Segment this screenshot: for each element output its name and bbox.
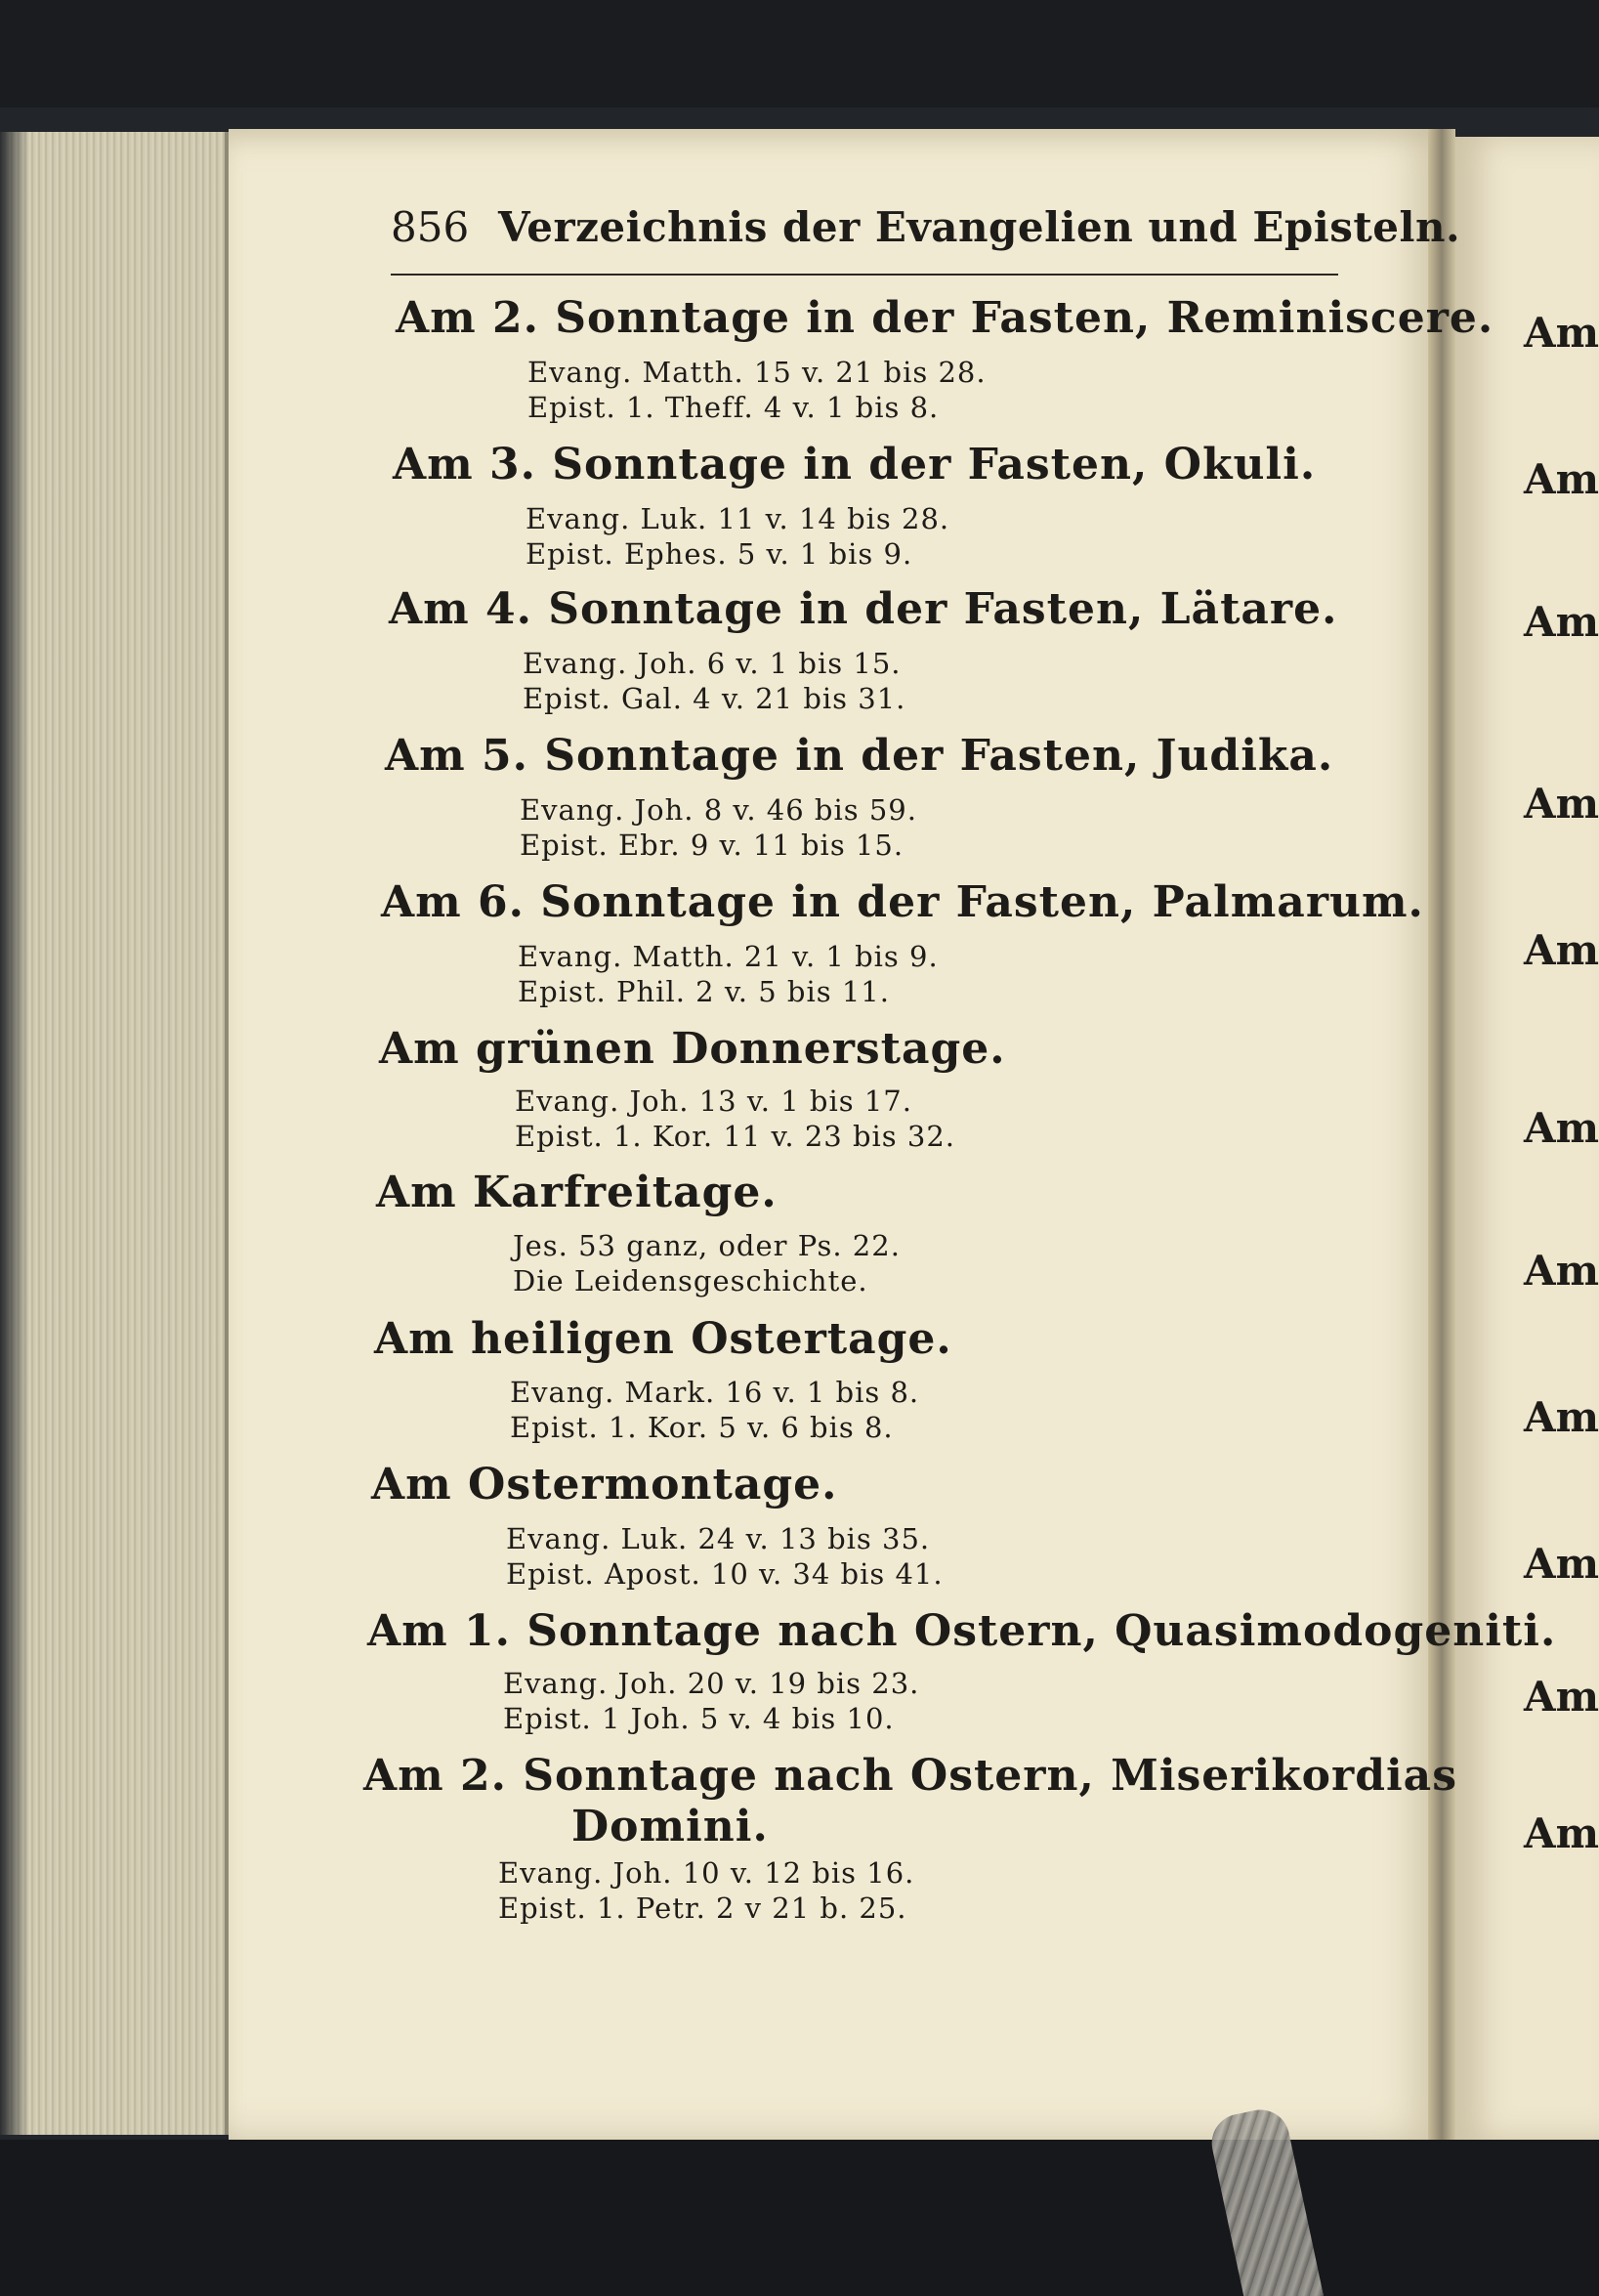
entry-title: Am 2. Sonntage in der Fasten, Reminiscere. (396, 293, 1494, 343)
right-page-fragment: Am (1524, 780, 1599, 828)
page-header (391, 197, 1461, 276)
entry-title: Am heiligen Ostertage. (374, 1314, 952, 1364)
entry-epist: Epist. 1. Kor. 11 v. 23 bis 32. (515, 1120, 956, 1153)
entry-title: Am 5. Sonntage in der Fasten, Judika. (385, 731, 1334, 781)
entry-evang: Evang. Luk. 24 v. 13 bis 35. (506, 1522, 931, 1555)
entry-epist: Epist. Ebr. 9 v. 11 bis 15. (520, 829, 905, 862)
page-number: 856 (391, 203, 470, 251)
entry-epist: Die Leidensgeschichte. (513, 1264, 868, 1297)
right-page-fragment: Am (1524, 1673, 1599, 1721)
entry-evang: Jes. 53 ganz, oder Ps. 22. (513, 1229, 901, 1262)
running-title: Verzeichnis der Evangelien und Episteln. (498, 203, 1461, 251)
entry-epist: Epist. Ephes. 5 v. 1 bis 9. (526, 537, 913, 571)
entry-title: Am grünen Donnerstage. (379, 1024, 1006, 1074)
entry-title: Am 4. Sonntage in der Fasten, Lätare. (389, 584, 1338, 634)
entry-epist: Epist. 1. Petr. 2 v 21 b. 25. (498, 1892, 907, 1925)
entry-epist: Epist. 1 Joh. 5 v. 4 bis 10. (503, 1702, 895, 1735)
entry-title: Am Ostermontage. (371, 1460, 838, 1509)
entry-epist: Epist. Gal. 4 v. 21 bis 31. (523, 682, 906, 715)
entry-epist: Epist. Apost. 10 v. 34 bis 41. (506, 1557, 944, 1591)
entry-evang: Evang. Joh. 6 v. 1 bis 15. (523, 647, 902, 680)
entry-evang: Evang. Luk. 11 v. 14 bis 28. (526, 502, 950, 535)
right-page-fragment: Am (1524, 1809, 1599, 1857)
right-page-fragment: Am (1524, 1393, 1599, 1441)
entry-title: Am 6. Sonntage in der Fasten, Palmarum. (381, 877, 1424, 927)
right-page-fragment: Am (1524, 1540, 1599, 1588)
entry-epist: Epist. 1. Theff. 4 v. 1 bis 8. (527, 391, 940, 424)
entry-epist: Epist. 1. Kor. 5 v. 6 bis 8. (510, 1411, 894, 1444)
entry-title-continuation: Domini. (571, 1802, 769, 1851)
entry-evang: Evang. Mark. 16 v. 1 bis 8. (510, 1376, 920, 1409)
entry-title: Am 2. Sonntage nach Ostern, Miserikordias (363, 1751, 1457, 1801)
entry-title: Am Karfreitage. (376, 1168, 778, 1217)
right-page-fragment: Am (1524, 1247, 1599, 1295)
entry-evang: Evang. Matth. 21 v. 1 bis 9. (518, 940, 939, 973)
entry-evang: Evang. Joh. 20 v. 19 bis 23. (503, 1667, 920, 1700)
book-gutter (1428, 129, 1455, 2140)
entry-evang: Evang. Matth. 15 v. 21 bis 28. (527, 356, 987, 389)
bottom-cover (0, 2140, 1599, 2296)
entry-title: Am 3. Sonntage in der Fasten, Okuli. (393, 440, 1317, 489)
entry-evang: Evang. Joh. 10 v. 12 bis 16. (498, 1856, 915, 1890)
right-page-fragment: Am (1524, 598, 1599, 646)
right-page-fragment: Am (1524, 1104, 1599, 1152)
entry-evang: Evang. Joh. 8 v. 46 bis 59. (520, 793, 917, 827)
page-edges (0, 132, 229, 2135)
right-page-fragment: Am (1524, 309, 1599, 357)
right-page-fragment: Am (1524, 926, 1599, 974)
entry-evang: Evang. Joh. 13 v. 1 bis 17. (515, 1084, 912, 1118)
right-page-fragment: Am (1524, 455, 1599, 503)
entry-title: Am 1. Sonntage nach Ostern, Quasimodogeniti. (367, 1606, 1557, 1656)
entry-epist: Epist. Phil. 2 v. 5 bis 11. (518, 975, 890, 1008)
